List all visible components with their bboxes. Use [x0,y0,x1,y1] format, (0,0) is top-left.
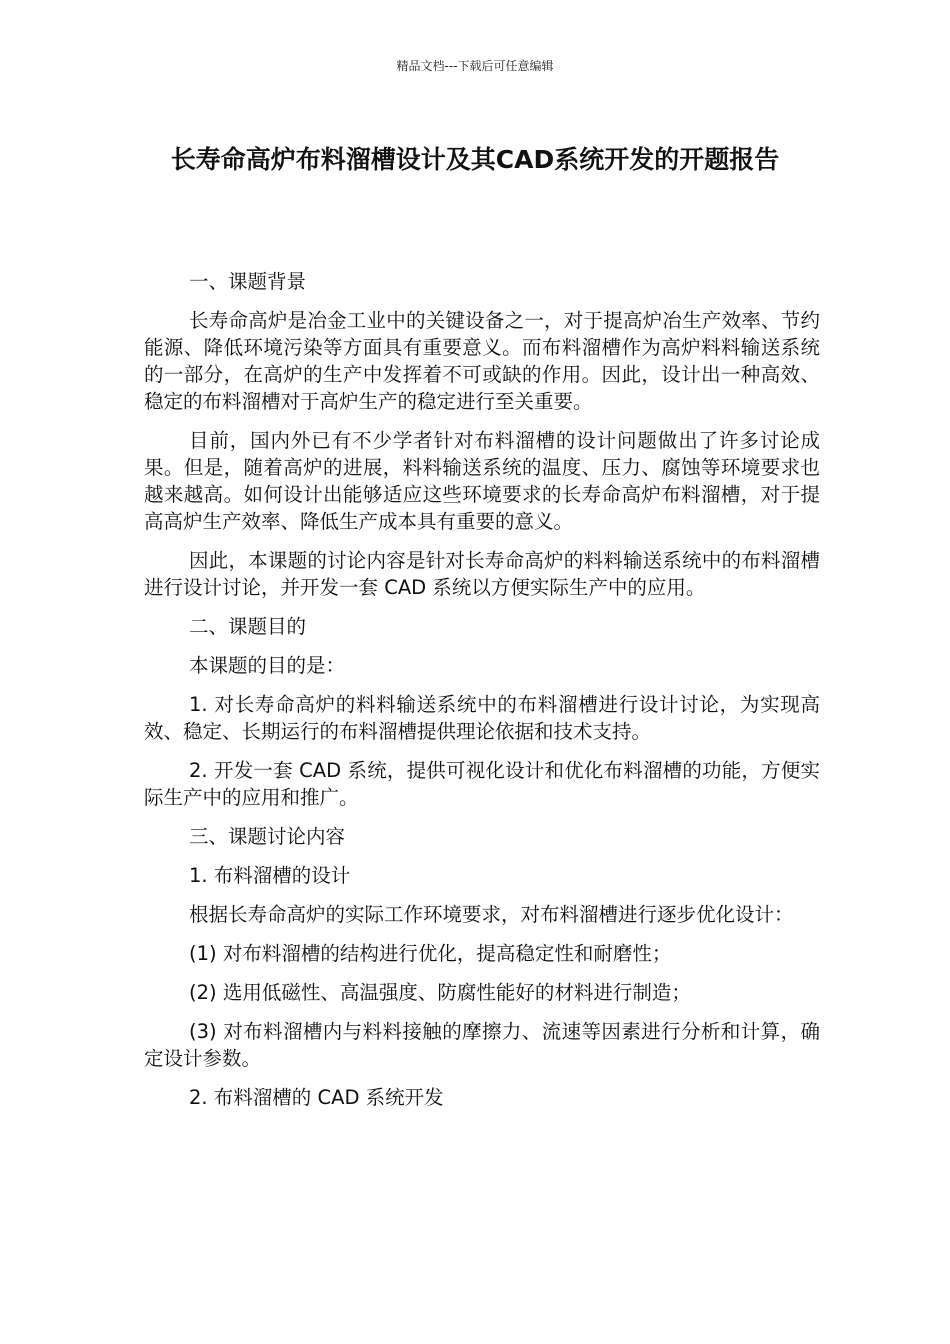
page-header: 精品文档---下载后可任意编辑 [396,59,554,73]
document-body [144,268,820,1123]
subsection-heading: 1. 布料溜槽的设计 [189,864,351,887]
list-item: (2) 选用低磁性、高温强度、防腐性能好的材料进行制造； [189,981,691,1004]
list-item: (1) 对布料溜槽的结构进行优化，提高稳定性和耐磨性； [189,942,672,965]
list-item: (3) 对布料溜槽内与料料接触的摩擦力、流速等因素进行分析和计算，确定设计参数。 [144,1020,820,1070]
list-item: 2. 开发一套 CAD 系统，提供可视化设计和优化布料溜槽的功能，方便实际生产中的应用和推广。 [144,759,820,809]
paragraph: 目前，国内外已有不少学者针对布料溜槽的设计问题做出了许多讨论成果。但是，随着高炉的进展，料料输送系统的温度、压力、腐蚀等环境要求也越来越高。如何设计出能够适应这些环境要求的长寿命高炉布料溜槽，对于提高高炉生产效率、降低生产成本具有重要的意义。 [144,429,820,533]
section-heading-purpose: 二、课题目的 [189,615,307,638]
list-item: 1. 对长寿命高炉的料料输送系统中的布料溜槽进行设计讨论，为实现高效、稳定、长期运行的布料溜槽提供理论依据和技术支持。 [144,693,820,743]
section-heading-background: 一、课题背景 [189,270,307,293]
paragraph: 根据长寿命高炉的实际工作环境要求，对布料溜槽进行逐步优化设计： [189,903,794,926]
document-title: 长寿命高炉布料溜槽设计及其CAD系统开发的开题报告 [170,145,780,174]
paragraph: 长寿命高炉是冶金工业中的关键设备之一，对于提高炉冶生产效率、节约能源、降低环境污染等方面具有重要意义。而布料溜槽作为高炉料料输送系统的一部分，在高炉的生产中发挥着不可或缺的作用。因此，设计出一种高效、稳定的布料溜槽对于高炉生产的稳定进行至关重要。 [144,309,820,413]
section-heading-content: 三、课题讨论内容 [189,825,346,848]
paragraph: 因此，本课题的讨论内容是针对长寿命高炉的料料输送系统中的布料溜槽进行设计讨论，并开发一套 CAD 系统以方便实际生产中的应用。 [144,549,820,599]
paragraph: 本课题的目的是： [189,654,346,677]
subsection-heading: 2. 布料溜槽的 CAD 系统开发 [189,1086,444,1109]
